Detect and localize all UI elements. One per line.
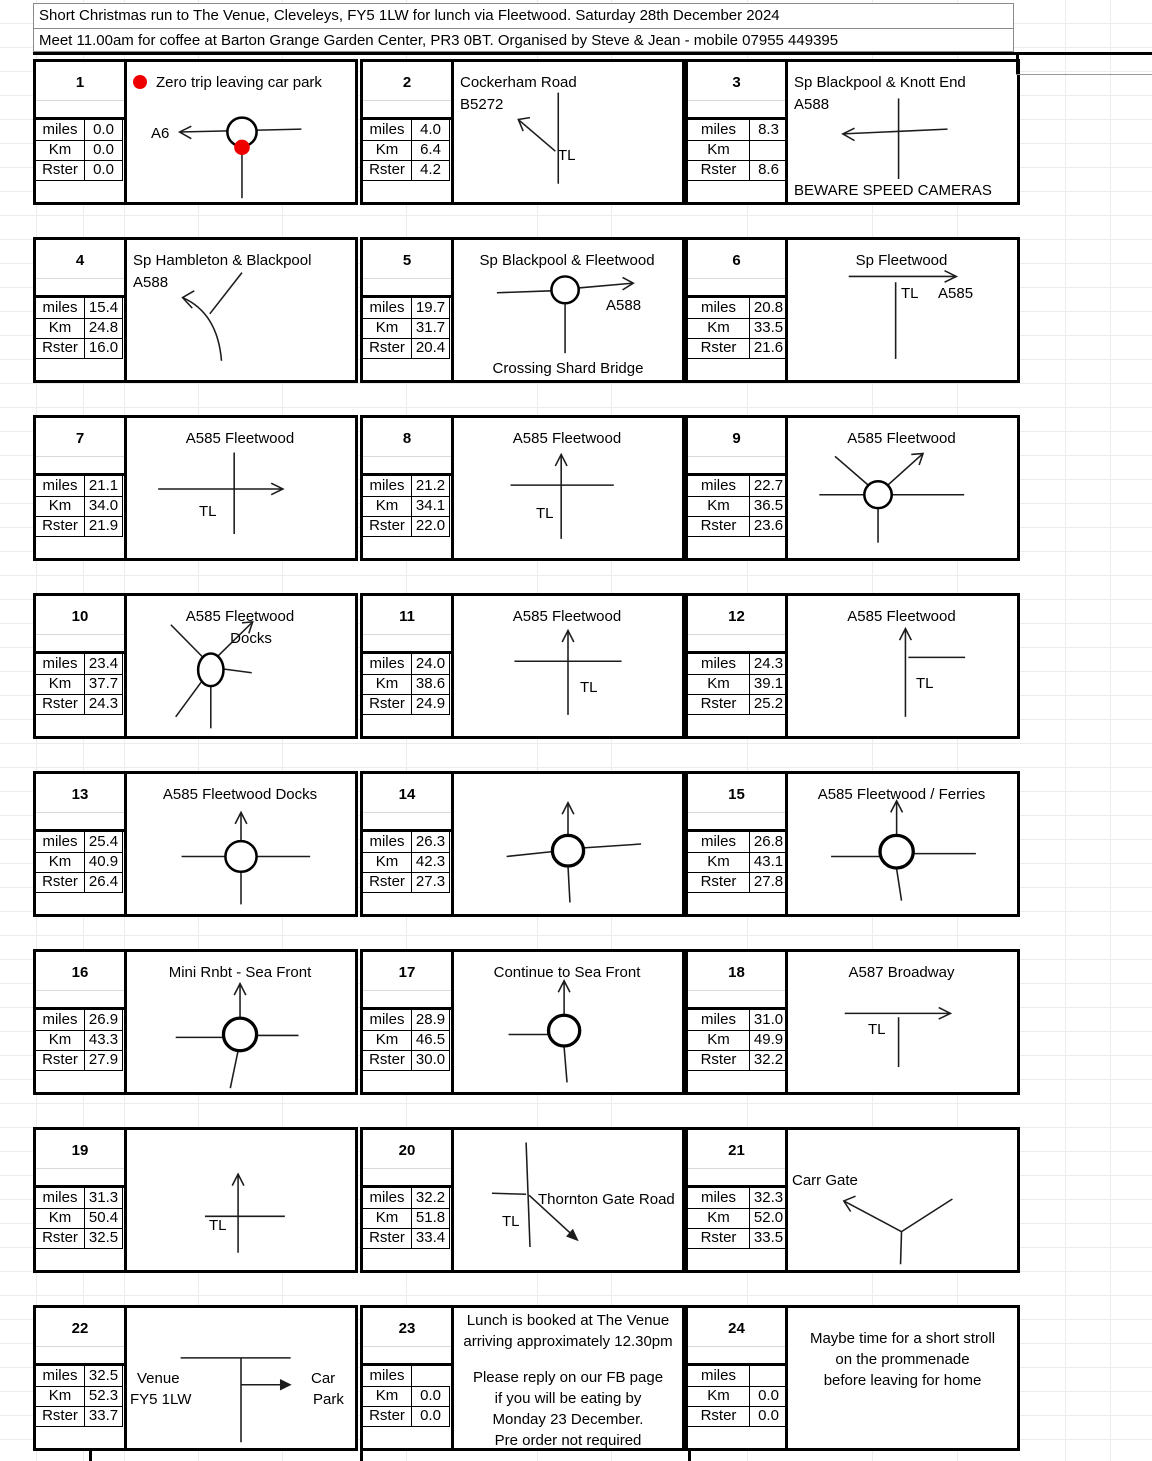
- diagram: [788, 1130, 1017, 1270]
- measures: 13 miles 25.4 Km 40.9 Rster 26.4: [36, 774, 127, 914]
- measures: 24 miles Km 0.0 Rster 0.0: [688, 1308, 788, 1448]
- junction-diagram: [127, 418, 355, 558]
- junction-diagram: [788, 774, 1017, 914]
- step-title: A585 Fleetwood: [185, 608, 295, 625]
- border-artifact: [360, 1451, 363, 1461]
- step-box-15: [685, 771, 1020, 917]
- step-number: 1: [75, 74, 85, 91]
- measures: 17 miles 28.9 Km 46.5 Rster 30.0: [363, 952, 454, 1092]
- measures: 8 miles 21.2 Km 34.1 Rster 22.0: [363, 418, 454, 558]
- diagram: [788, 240, 1017, 380]
- step-box-14: [360, 771, 685, 917]
- measures: 22 miles 32.5 Km 52.3 Rster 33.7: [36, 1308, 127, 1448]
- junction-diagram: [788, 62, 1017, 202]
- measures: 20 miles 32.2 Km 51.8 Rster 33.4: [363, 1130, 454, 1270]
- step-box-10: [33, 593, 358, 739]
- step-subtitle: B5272: [460, 96, 504, 113]
- measures: 9 miles 22.7 Km 36.5 Rster 23.6: [688, 418, 788, 558]
- step-box-20: [360, 1127, 685, 1273]
- step-title: A585 Fleetwood / Ferries: [817, 786, 986, 803]
- step-box-24: [685, 1305, 1020, 1451]
- step-number: 3: [732, 74, 741, 91]
- note-text: on the prommenade: [835, 1351, 970, 1368]
- diagram: [127, 774, 355, 914]
- tl-label: TL: [536, 505, 554, 522]
- postcode-label: FY5 1LW: [130, 1391, 192, 1408]
- venue-label: Venue: [137, 1370, 180, 1387]
- measures: 19 miles 31.3 Km 50.4 Rster 32.5: [36, 1130, 127, 1270]
- note-text: if you will be eating by: [494, 1390, 642, 1407]
- rster-label: Rster: [36, 160, 85, 181]
- measures: 23 miles Km 0.0 Rster 0.0: [363, 1308, 454, 1448]
- tl-label: TL: [502, 1213, 520, 1230]
- tl-label: TL: [558, 147, 576, 164]
- km-label: Km: [36, 140, 85, 161]
- diagram: [788, 952, 1017, 1092]
- step-title: Sp Blackpool & Knott End: [794, 74, 966, 91]
- measures: 4 miles 15.4 Km 24.8 Rster 16.0: [36, 240, 127, 380]
- diagram: [454, 62, 682, 202]
- junction-diagram: [454, 62, 682, 202]
- step-box-1: [33, 59, 358, 205]
- car-park-label: Car: [311, 1370, 336, 1387]
- step-box-22: [33, 1305, 358, 1451]
- step-note: BEWARE SPEED CAMERAS: [794, 182, 992, 199]
- border-artifact: [1016, 52, 1019, 75]
- step-number: 9: [732, 430, 741, 447]
- step-title: A587 Broadway: [848, 964, 955, 981]
- step-number: 24: [728, 1320, 745, 1337]
- diagram: [454, 952, 682, 1092]
- diagram: [127, 596, 355, 736]
- junction-diagram: [127, 62, 355, 202]
- step-box-11: [360, 593, 685, 739]
- step-number: 11: [399, 608, 415, 625]
- measures: 18 miles 31.0 Km 49.9 Rster 32.2: [688, 952, 788, 1092]
- step-title: Sp Hambleton & Blackpool: [133, 252, 312, 269]
- junction-diagram: [127, 774, 355, 914]
- step-number: 22: [71, 1320, 89, 1337]
- step-title: Sp Fleetwood: [855, 252, 948, 269]
- step-box-17: [360, 949, 685, 1095]
- step-number: 15: [728, 786, 745, 803]
- diagram: [454, 1308, 682, 1448]
- tl-label: TL: [580, 679, 598, 696]
- step-number: 14: [398, 786, 416, 803]
- diagram: [127, 1130, 355, 1270]
- step-box-18: [685, 949, 1020, 1095]
- measures: 10 miles 23.4 Km 37.7 Rster 24.3: [36, 596, 127, 736]
- junction-diagram: [788, 596, 1017, 736]
- junction-diagram: [454, 774, 682, 914]
- note-text: before leaving for home: [823, 1372, 982, 1389]
- diagram: [127, 62, 355, 202]
- measures: [36, 62, 127, 202]
- diagram: [454, 418, 682, 558]
- junction-diagram: [454, 952, 682, 1092]
- diagram: [788, 596, 1017, 736]
- junction-diagram: [454, 240, 682, 380]
- step-title: A585 Fleetwood: [512, 608, 622, 625]
- junction-diagram: [127, 952, 355, 1092]
- diagram: [127, 1308, 355, 1448]
- tl-label: TL: [916, 675, 934, 692]
- step-number: 17: [398, 964, 416, 981]
- measures: 5 miles 19.7 Km 31.7 Rster 20.4: [363, 240, 454, 380]
- junction-diagram: [454, 418, 682, 558]
- diagram: [788, 418, 1017, 558]
- header-underline: [33, 52, 1152, 55]
- step-number: 10: [71, 608, 89, 625]
- tl-label: TL: [199, 503, 217, 520]
- step-number: 18: [728, 964, 745, 981]
- step-number: 6: [732, 252, 741, 269]
- header: [33, 3, 1014, 52]
- step-number: 16: [71, 964, 89, 981]
- km-value: 0.0: [85, 140, 123, 161]
- note-text: Maybe time for a short stroll: [809, 1330, 996, 1347]
- step-box-8: [360, 415, 685, 561]
- diagram: [788, 774, 1017, 914]
- measures: 3 miles 8.3 Km Rster 8.6: [688, 62, 788, 202]
- step-number: 20: [398, 1142, 416, 1159]
- step-number: 12: [728, 608, 745, 625]
- junction-diagram: [454, 1130, 682, 1270]
- junction-diagram: [127, 1308, 355, 1448]
- step-box-16: [33, 949, 358, 1095]
- note-text: Please reply on our FB page: [472, 1369, 664, 1386]
- a6-label: A6: [151, 125, 170, 142]
- diagram: [454, 774, 682, 914]
- step-box-2: [360, 59, 685, 205]
- junction-diagram: [454, 596, 682, 736]
- measures: 12 miles 24.3 Km 39.1 Rster 25.2: [688, 596, 788, 736]
- road-label: A588: [606, 297, 642, 314]
- step-note: Crossing Shard Bridge: [492, 360, 644, 377]
- junction-diagram: [788, 240, 1017, 380]
- diagram: [127, 240, 355, 380]
- tl-label: TL: [901, 285, 919, 302]
- tl-label: TL: [209, 1217, 227, 1234]
- step-title: Continue to Sea Front: [493, 964, 641, 981]
- step-box-19: [33, 1127, 358, 1273]
- border-artifact: [89, 1451, 92, 1461]
- note-text: Monday 23 December.: [492, 1411, 644, 1428]
- miles-value: 0.0: [85, 120, 123, 141]
- border-artifact: [1016, 74, 1152, 75]
- measures: 2 miles 4.0 Km 6.4 Rster 4.2: [363, 62, 454, 202]
- step-number: 4: [75, 252, 85, 269]
- rster-value: 0.0: [85, 160, 123, 181]
- step-box-5: [360, 237, 685, 383]
- step-title: A585 Fleetwood: [847, 608, 956, 625]
- diagram: [788, 62, 1017, 202]
- car-park-label: Park: [313, 1391, 344, 1408]
- miles-label: miles: [36, 120, 85, 141]
- measures: 14 miles 26.3 Km 42.3 Rster 27.3: [363, 774, 454, 914]
- title-line-2: Meet 11.00am for coffee at Barton Grange Garden Center, PR3 0BT. Organised by Steve & Jean - mobile 07955 449395: [39, 32, 839, 49]
- measures: 16 miles 26.9 Km 43.3 Rster 27.9: [36, 952, 127, 1092]
- step-number: 13: [71, 786, 89, 803]
- step-box-23: [360, 1305, 685, 1451]
- junction-diagram: [127, 240, 355, 380]
- step-title: A585 Fleetwood Docks: [162, 786, 318, 803]
- junction-diagram: [127, 596, 355, 736]
- step-number: 5: [402, 252, 412, 269]
- gridline: [1110, 0, 1111, 1461]
- junction-diagram: [788, 418, 1017, 558]
- step-title: Cockerham Road: [460, 74, 577, 91]
- step-title: A585 Fleetwood: [185, 430, 295, 447]
- place-label: Carr Gate: [792, 1172, 858, 1189]
- measures: 6 miles 20.8 Km 33.5 Rster 21.6: [688, 240, 788, 380]
- junction-diagram: [127, 1130, 355, 1270]
- step-subtitle: A588: [794, 96, 830, 113]
- step-number: 21: [728, 1142, 745, 1159]
- title-line-1: Short Christmas run to The Venue, Cleveleys, FY5 1LW for lunch via Fleetwood. Saturday 28th December 2024: [34, 4, 1013, 29]
- step-subtitle: A588: [133, 274, 169, 291]
- diagram: [454, 596, 682, 736]
- measures: 15 miles 26.8 Km 43.1 Rster 27.8: [688, 774, 788, 914]
- road-label: Thornton Gate Road: [538, 1191, 675, 1208]
- note-text: Pre order not required: [494, 1432, 642, 1449]
- tl-label: TL: [868, 1021, 886, 1038]
- step-box-3: [685, 59, 1020, 205]
- measures: 11 miles 24.0 Km 38.6 Rster 24.9: [363, 596, 454, 736]
- step-number: 19: [71, 1142, 89, 1159]
- step-box-6: [685, 237, 1020, 383]
- step-title: Mini Rnbt - Sea Front: [168, 964, 312, 981]
- border-artifact: [688, 1451, 691, 1461]
- step-box-21: [685, 1127, 1020, 1273]
- road-label: A585: [938, 285, 974, 302]
- diagram: [127, 418, 355, 558]
- note-text: arriving approximately 12.30pm: [463, 1333, 673, 1350]
- step-subtitle: Docks: [230, 630, 272, 647]
- step-box-9: [685, 415, 1020, 561]
- step-title: Sp Blackpool & Fleetwood: [479, 252, 655, 269]
- gridline: [1065, 0, 1066, 1461]
- diagram: [127, 952, 355, 1092]
- step-number: 7: [75, 430, 85, 447]
- note-text: Lunch is booked at The Venue: [466, 1312, 670, 1329]
- measures: 7 miles 21.1 Km 34.0 Rster 21.9: [36, 418, 127, 558]
- step-title: Zero trip leaving car park: [127, 74, 353, 91]
- diagram: [454, 240, 682, 380]
- step-number: 8: [402, 430, 412, 447]
- diagram: [454, 1130, 682, 1270]
- measures: 21 miles 32.3 Km 52.0 Rster 33.5: [688, 1130, 788, 1270]
- diagram: [788, 1308, 1017, 1448]
- step-box-12: [685, 593, 1020, 739]
- step-number: 2: [402, 74, 412, 91]
- step-box-7: [33, 415, 358, 561]
- step-title: A585 Fleetwood: [512, 430, 622, 447]
- junction-diagram: [788, 952, 1017, 1092]
- junction-diagram: [788, 1130, 1017, 1270]
- step-box-4: [33, 237, 358, 383]
- step-box-13: [33, 771, 358, 917]
- step-title: A585 Fleetwood: [847, 430, 956, 447]
- step-number: 23: [398, 1320, 416, 1337]
